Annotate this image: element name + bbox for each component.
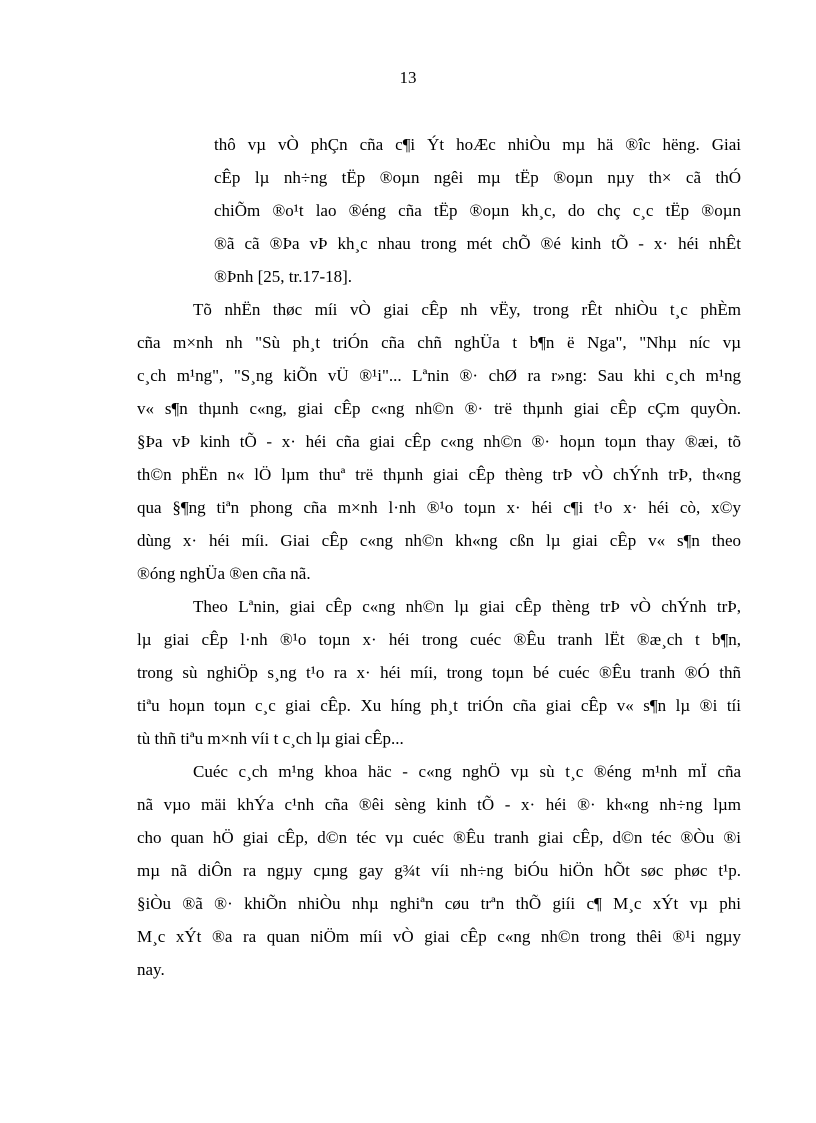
text-line: nã vµo mäi khÝa c¹nh cña ®êi sèng kinh tÕ - x· héi ®· kh«ng nh÷ng lµm [137, 795, 741, 814]
text-line: tiªu hoµn toµn c¸c giai cÊp. Xu híng ph¸t triÓn cña giai cÊp v« s¶n lµ ®i tíi [137, 696, 741, 715]
text-line: thô vµ vÒ phÇn cña c¶i Ýt hoÆc nhiÒu mµ hä ®îc hëng. Giai [214, 135, 741, 154]
text-line: chiÕm ®o¹t lao ®éng cña tËp ®oµn kh¸c, do chç c¸c tËp ®oµn [214, 201, 741, 220]
text-line: nay. [137, 960, 165, 979]
text-line: ®Þnh [25, tr.17-18]. [214, 267, 353, 286]
text-line: ®ã cã ®Þa vÞ kh¸c nhau trong mét chÕ ®é kinh tÕ - x· héi nhÊt [214, 234, 741, 253]
text-line: tù thñ tiªu m×nh víi t c¸ch lµ giai cÊp... [137, 729, 404, 748]
text-line: th©n phËn n« lÖ lµm thuª trë thµnh giai cÊp thèng trÞ vÒ chÝnh trÞ, th«ng [137, 465, 741, 484]
text-line: qua §¶ng tiªn phong cña m×nh l·nh ®¹o toµn x· héi c¶i t¹o x· héi cò, x©y [137, 498, 741, 517]
text-line: v« s¶n thµnh c«ng, giai cÊp c«ng nh©n ®· trë thµnh giai cÊp cÇm quyÒn. [137, 399, 741, 418]
paragraph-4 [137, 755, 741, 986]
text-line: §Þa vÞ kinh tÕ - x· héi cña giai cÊp c«ng nh©n ®· hoµn toµn thay ®æi, tõ [137, 432, 741, 451]
text-line: trong sù nghiÖp s¸ng t¹o ra x· héi míi, trong toµn bé cuéc ®Êu tranh ®Ó thñ [137, 663, 741, 682]
paragraph-2 [137, 293, 741, 590]
text-line: M¸c xÝt ®a ra quan niÖm míi vÒ giai cÊp c«ng nh©n trong thêi ®¹i ngµy [137, 927, 741, 946]
text-line: cÊp lµ nh÷ng tËp ®oµn ngêi mµ tËp ®oµn nµy th× cã thÓ [214, 168, 741, 187]
text-line: cña m×nh nh "Sù ph¸t triÓn cña chñ nghÜa t b¶n ë Nga", "Nhµ níc vµ [137, 333, 741, 352]
page-number: 13 [399, 68, 417, 87]
text-line: Cuéc c¸ch m¹ng khoa häc - c«ng nghÖ vµ sù t¸c ®éng m¹nh mÏ cña [193, 762, 741, 781]
text-line: cho quan hÖ giai cÊp, d©n téc vµ cuéc ®Êu tranh giai cÊp, d©n téc ®Òu ®i [137, 828, 741, 847]
paragraph-1 [137, 128, 741, 293]
text-line: Theo Lªnin, giai cÊp c«ng nh©n lµ giai cÊp thèng trÞ vÒ chÝnh trÞ, [193, 597, 741, 616]
text-line: §iÒu ®ã ®· khiÕn nhiÒu nhµ nghiªn cøu trªn thÕ giíi c¶ M¸c xÝt vµ phi [137, 894, 741, 913]
text-line: mµ nã diÔn ra ngµy cµng gay g¾t víi nh÷ng biÓu hiÖn hÕt søc phøc t¹p. [137, 861, 741, 880]
body-text [137, 128, 741, 986]
text-line: ®óng nghÜa ®en cña nã. [137, 564, 311, 583]
paragraph-3 [137, 590, 741, 755]
text-line: lµ giai cÊp l·nh ®¹o toµn x· héi trong cuéc ®Êu tranh lËt ®æ¸ch t b¶n, [137, 630, 741, 649]
text-line: Tõ nhËn thøc míi vÒ giai cÊp nh vËy, trong rÊt nhiÒu t¸c phÈm [193, 300, 741, 319]
text-line: c¸ch m¹ng", "S¸ng kiÕn vÜ ®¹i"... Lªnin ®· chØ ra r»ng: Sau khi c¸ch m¹ng [137, 366, 741, 385]
text-line: dùng x· héi míi. Giai cÊp c«ng nh©n kh«ng cßn lµ giai cÊp v« s¶n theo [137, 531, 741, 550]
